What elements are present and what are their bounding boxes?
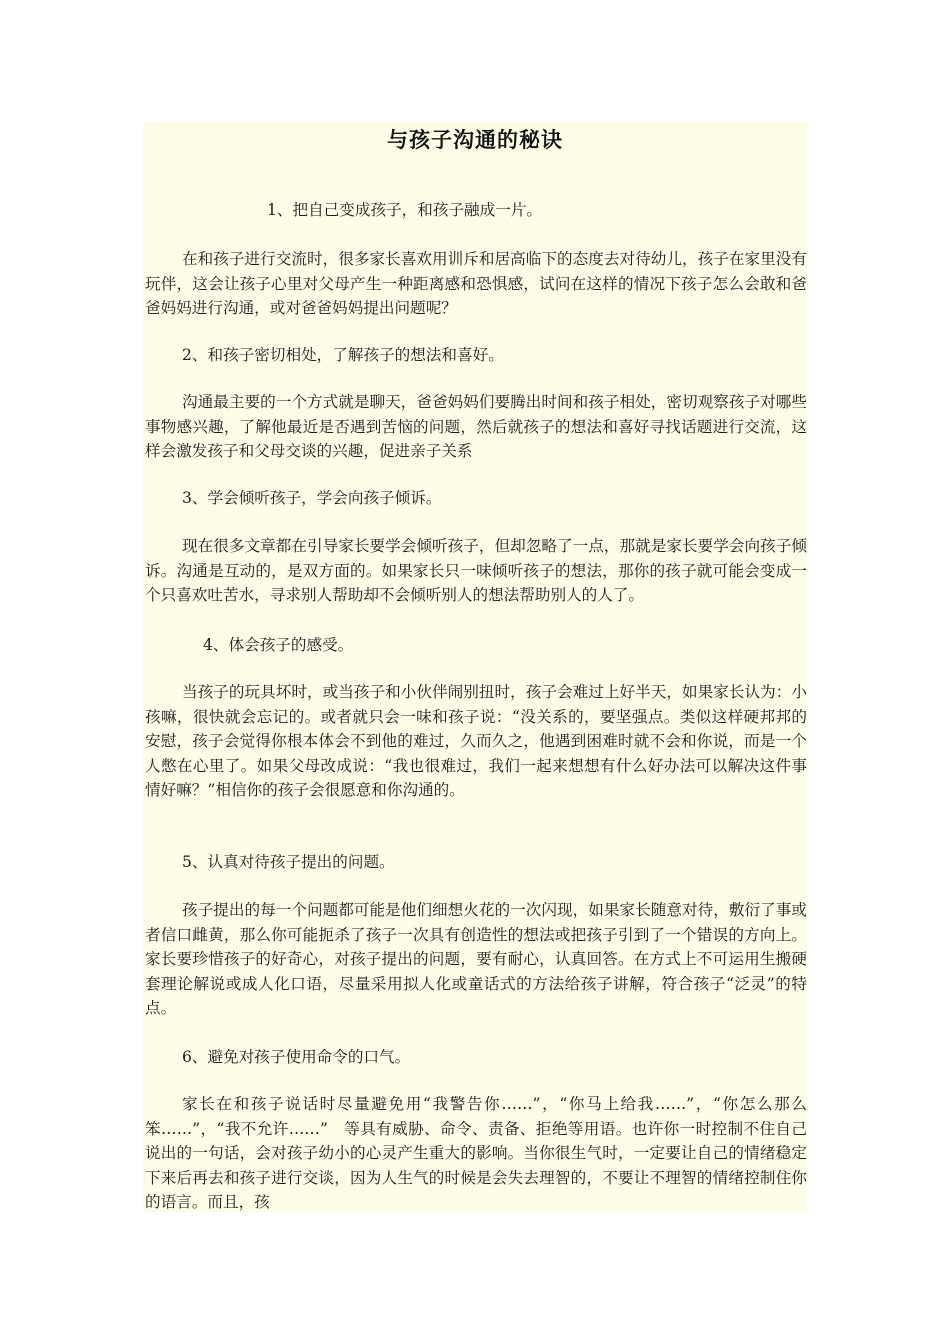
section-body-3: 现在很多文章都在引导家长要学会倾听孩子，但却忽略了一点，那就是家长要学会向孩子倾诉。沟通是互动的，是双方面的。如果家长只一味倾听孩子的想法，那你的孩子就可能会变成一个只喜欢吐苦水，寻求别人帮助却不会倾听别人的想法帮助别人的人了。 [145,537,807,604]
section-body-5: 孩子提出的每一个问题都可能是他们细想火花的一次闪现，如果家长随意对待，敷衍了事或者信口雌黄，那么你可能扼杀了孩子一次具有创造性的想法或把孩子引到了一个错误的方向上。家长要珍惜孩子的好奇心，对孩子提出的问题，要有耐心，认真回答。在方式上不可运用生搬硬套理论解说或成人化口语，尽量采用拟人化或童话式的方法给孩子讲解，符合孩子“泛灵”的特点。 [145,901,807,1017]
document-title: 与孩子沟通的秘诀 [387,128,563,152]
section-heading-6: 6、避免对孩子使用命令的口气。 [182,1048,411,1066]
section-heading-2: 2、和孩子密切相处，了解孩子的想法和喜好。 [182,346,504,364]
section-body-2: 沟通最主要的一个方式就是聊天，爸爸妈妈们要腾出时间和孩子相处，密切观察孩子对哪些事物感兴趣，了解他最近是否遇到苦恼的问题，然后就孩子的想法和喜好寻找话题进行交流，这样会激发孩子和父母交谈的兴趣，促进亲子关系 [145,393,807,460]
section-heading-5: 5、认真对待孩子提出的问题。 [182,853,395,871]
section-body-4: 当孩子的玩具坏时，或当孩子和小伙伴闹别扭时，孩子会难过上好半天，如果家长认为：小孩嘛，很快就会忘记的。或者就只会一味和孩子说：“没关系的，要坚强点。类似这样硬邦邦的安慰，孩子会觉得你根本体会不到他的难过，久而久之，他遇到困难时就不会和你说，而是一个人憋在心里了。如果父母改成说：“我也很难过，我们一起来想想有什么好办法可以解决这件事情好嘛？”相信你的孩子会很愿意和你沟通的。 [145,683,807,799]
section-heading-4: 4、体会孩子的感受。 [203,636,354,654]
section-heading-3: 3、学会倾听孩子，学会向孩子倾诉。 [182,489,442,507]
section-heading-1: 1、把自己变成孩子，和孩子融成一片。 [267,201,543,219]
section-body-6: 家长在和孩子说话时尽量避免用“我警告你……”，“你马上给我……”，“你怎么那么笨……”，“我不允许……” 等具有威胁、命令、责备、拒绝等用语。也许你一时控制不住自己说出的一句话，会对孩子幼小的心灵产生重大的影响。当你很生气时，一定要让自己的情绪稳定下来后再去和孩子进行交谈，因为人生气的时候是会失去理智的，不要让不理智的情绪控制住你的语言。而且，孩 [145,1095,807,1211]
section-body-1: 在和孩子进行交流时，很多家长喜欢用训斥和居高临下的态度去对待幼儿，孩子在家里没有玩伴，这会让孩子心里对父母产生一种距离感和恐惧感，试问在这样的情况下孩子怎么会敢和爸爸妈妈进行沟通，或对爸爸妈妈提出问题呢？ [145,250,807,317]
